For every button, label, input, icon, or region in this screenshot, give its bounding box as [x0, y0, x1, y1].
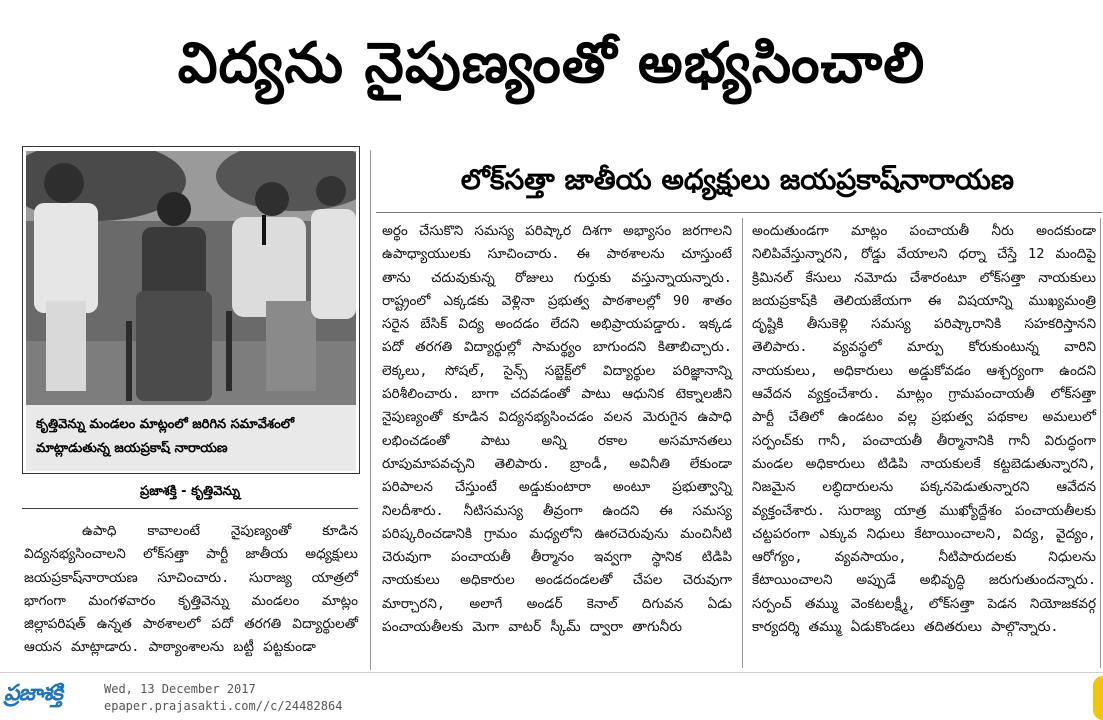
headline: విద్యను నైపుణ్యంతో అభ్యసించాలి	[177, 31, 926, 96]
epaper-url[interactable]: epaper.prajasakti.com//c/24482864	[104, 699, 343, 713]
column-divider	[742, 218, 743, 668]
article-column-1	[24, 520, 358, 660]
caption-line-1: కృత్తివెన్ను మండలం మాట్లంలో జరిగిన సమావేశంలో	[36, 417, 295, 432]
photo-illustration	[26, 151, 356, 405]
edition-date: Wed, 13 December 2017	[104, 682, 256, 696]
column-divider	[370, 150, 371, 670]
article-column-2	[382, 220, 732, 639]
column-3-text: అందుతుండగా మాట్లం పంచాయతీ నీరు అందకుండా నిలిపివేస్తున్నారని, రోడ్డు వేయాలని ధర్నా చేస్తే 12 మందిపై క్రిమినల్ కేసులు నమోదు చేశారంటూ లోక్‌సత్తా నాయకులు జయప్రకాష్‌కి తెలియజేయగా ఈ విషయాన్ని ముఖ్యమంత్రి దృష్టికి తీసుకెళ్లి సమస్య పరిష్కారానికి సహకరిస్తానని తెలిపారు. వ్యవస్థలో మార్పు కోరుకుంటున్న వారిని నాయకులు, అధికారులు అడ్డుకోవడం ఆశ్చర్యంగా ఉందని ఆవేదన వ్యక్తంచేశారు. మాట్లం గ్రామపంచాయతీ లోక్‌సత్తా పార్టీ చేతిలో ఉండటం వల్ల ప్రభుత్వ పథకాల అమలులో సర్పంచ్‌కు గానీ, పంచాయతీ తీర్మానానికి గానీ విరుద్ధంగా మండల అధికారులు టిడిపి నాయకులకే కట్టబెడుతున్నారని, నిజమైన లబ్ధిదారులను పక్కనపెడుతున్నారని ఆవేదన వ్యక్తంచేశారు. సురాజ్య యాత్ర ముఖ్యోద్దేశం పంచాయతీలకు చట్టపరంగా ఎక్కువ నిధులు కేటాయించాలని, విద్య, వైద్యం, ఆరోగ్యం, వ్యవసాయం, నీటిపారుదలకు నిధులను కేటాయించాలని అప్పుడే అభివృద్ధి జరుగుతుందన్నారు. సర్పంచ్ తమ్ము వెంకటలక్ష్మీ, లోక్‌సత్తా పెడన నియోజకవర్గ కార్యదర్శి తమ్ము ఏడుకొండలు తదితరులు పాల్గొన్నారు.	[752, 223, 1096, 636]
logo-text: ప్రజాశక్తి	[4, 681, 63, 706]
article-column-3	[752, 220, 1096, 639]
footer-meta	[104, 681, 342, 715]
footer-divider	[0, 672, 1103, 673]
prajasakti-logo[interactable]	[4, 680, 94, 718]
column-divider	[1100, 218, 1101, 668]
subheadline-divider	[376, 212, 1102, 213]
column-1-text: ఉపాధి కావాలంటే నైపుణ్యంతో కూడిన విద్యనభ్యసించాలని లోక్‌సత్తా పార్టీ జాతీయ అధ్యక్షులు జయప్రకాష్‌నారాయణ సూచించారు. సురాజ్య యాత్రలో భాగంగా మంగళవారం కృత్తివెన్ను మండలం మాట్లం జిల్లాపరిషత్ ఉన్నత పాఠశాలలో పదో తరగతి విద్యార్థులతో ఆయన మాట్లాడారు. పాఠ్యాంశాలను బట్టీ పట్టకుండా	[24, 523, 358, 656]
dateline-credit: ప్రజాశక్తి - కృత్తివెన్ను	[139, 484, 241, 499]
credit-divider	[22, 508, 358, 509]
column-2-text: అర్థం చేసుకొని సమస్య పరిష్కార దిశగా అభ్యాసం జరగాలని ఉపాధ్యాయులకు సూచించారు. ఈ పాఠశాలను చూస్తుంటే తాను చదువుకున్న రోజులు గుర్తుకు వస్తున్నాయన్నారు. రాష్ట్రంలో ఎక్కడకు వెళ్లినా ప్రభుత్వ పాఠశాలల్లో 90 శాతం సరైన బేసిక్ విద్య అందడం లేదని అభిప్రాయపడ్డారు. ఇక్కడ పదో తరగతి విద్యార్థుల్లో సామర్థ్యం బాగుందని కితాబిచ్చారు. లెక్కలు, సోషల్, సైన్స్ సబ్జెక్ట్‌లో విద్యార్థుల పరిజ్ఞానాన్ని పరిశీలించారు. బాగా చదవడంతో పాటు ఆధునిక టెక్నాలజీని నైపుణ్యంతో కూడిన విద్యనభ్యసించడం వలన మెరుగైన ఉపాధి లభించడంతో పాటు అన్ని రకాల అసమానతలు రూపుమాపవచ్చని తెలిపారు. బ్రాండీ, అవినీతి లేకుండా పరిపాలన చేస్తుంటే అడ్డుకుంటారా అంటూ ప్రభుత్వాన్ని నిలదీశారు. నీటిసమస్య తీవ్రంగా ఉందని ఈ సమస్య పరిష్కరించడానికి గ్రామం మధ్యలోని ఊరచెరువును మంచినీటి చెరువుగా పంచాయతీ తీర్మానం ఇవ్వగా స్థానిక టిడిపి నాయకులు అధికారుల అండదండలతో చేపల చెరువుగా మార్చారని, అలాగే అండర్ కెనాల్ దిగువన ఏడు పంచాయతీలకు మెగా వాటర్ స్కీమ్ ద్వారా తాగునీరు	[382, 223, 732, 636]
caption-line-2: మాట్లాడుతున్న జయప్రకాష్ నారాయణ	[36, 441, 228, 456]
photo-caption	[26, 405, 356, 471]
news-photo	[26, 151, 356, 405]
subheadline: లోక్‌సత్తా జాతీయ అధ్యక్షులు జయప్రకాష్‌నారాయణ	[460, 163, 1015, 196]
photo-box	[22, 146, 360, 474]
corner-badge	[1093, 676, 1103, 720]
